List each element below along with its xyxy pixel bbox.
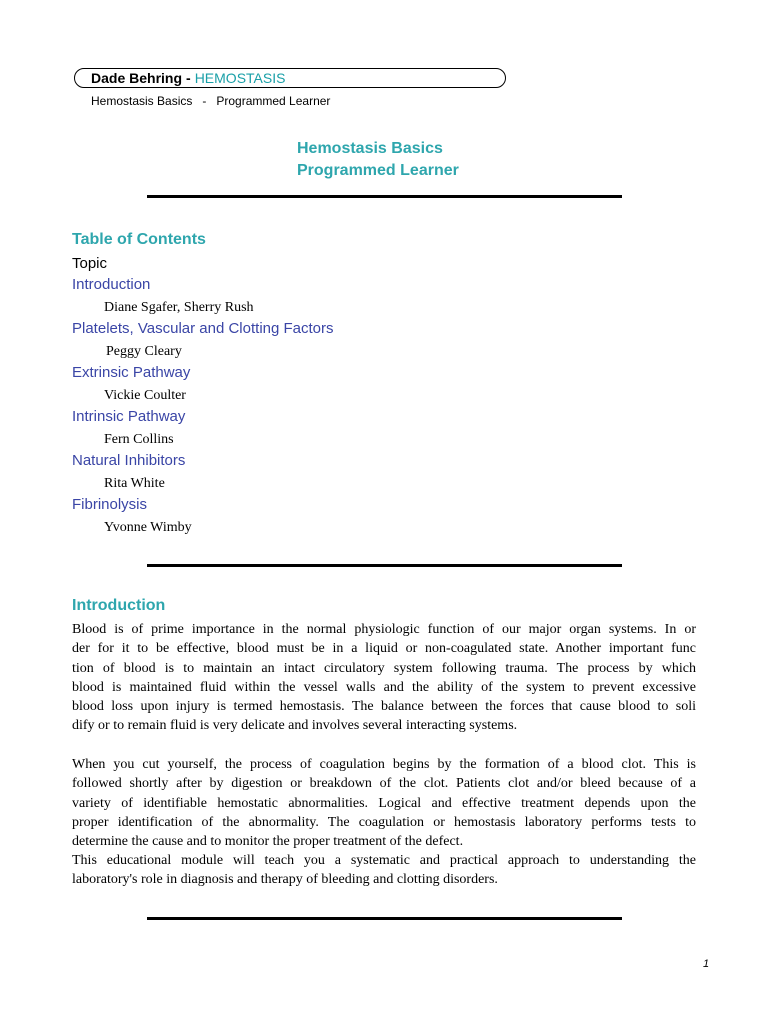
brand-name: Dade Behring	[91, 70, 183, 86]
toc-list	[72, 276, 672, 540]
header-separator: -	[186, 70, 191, 86]
divider-rule	[147, 564, 622, 567]
text-line: variety of identifiable hemostatic abnormalities. Logical and effective treatment depends upon the	[72, 795, 696, 811]
toc-topic-link[interactable]: Platelets, Vascular and Clotting Factors	[72, 320, 334, 337]
toc-topic-link[interactable]: Natural Inhibitors	[72, 452, 186, 469]
title-line-2: Programmed Learner	[297, 162, 459, 179]
toc-column-label: Topic	[72, 255, 108, 272]
subheader: Hemostasis Basics - Programmed Learner	[91, 94, 331, 108]
text-line: laboratory's role in diagnosis and therapy of bleeding and clotting disorders.	[72, 872, 498, 888]
text-line: proper identification of the abnormality. The coagulation or hemostasis laboratory performs tests to	[72, 814, 696, 830]
page-number: 1	[703, 958, 710, 970]
toc-topic-link[interactable]: Extrinsic Pathway	[72, 364, 191, 381]
divider-rule	[147, 195, 622, 198]
toc-author: Vickie Coulter	[104, 388, 186, 403]
text-line: der for it to be effective, blood must be in a liquid or non-coagulated state. Another important func	[72, 641, 696, 657]
toc-author: Yvonne Wimby	[104, 520, 192, 535]
toc-item	[72, 496, 672, 540]
toc-topic-link[interactable]: Introduction	[72, 276, 151, 293]
toc-author: Peggy Cleary	[106, 344, 182, 359]
toc-item	[72, 276, 672, 320]
text-line: When you cut yourself, the process of coagulation begins by the formation of a blood clot. This is	[72, 757, 696, 772]
intro-paragraph-3	[72, 851, 696, 890]
toc-heading: Table of Contents	[72, 231, 206, 248]
divider-rule	[147, 917, 622, 920]
toc-item	[72, 408, 672, 452]
toc-item	[72, 364, 672, 408]
title-line-1: Hemostasis Basics	[297, 140, 443, 157]
toc-topic-link[interactable]: Intrinsic Pathway	[72, 408, 186, 425]
toc-topic-link[interactable]: Fibrinolysis	[72, 496, 148, 513]
text-line: blood is maintained fluid within the vessel walls and the ability of the system to prevent excessive	[72, 679, 696, 695]
text-line: determine the cause and to monitor the proper treatment of the defect.	[72, 834, 464, 850]
text-line: followed shortly after by digestion or breakdown of the clot. Patients clot and/or bleed because of a	[72, 776, 696, 792]
toc-author: Fern Collins	[104, 432, 174, 447]
toc-author: Diane Sgafer, Sherry Rush	[104, 300, 254, 315]
page-title	[297, 138, 459, 182]
toc-item	[72, 452, 672, 496]
text-line: tion of blood is to maintain an intact circulatory system following trauma. The process by which	[72, 660, 696, 676]
text-line: dify or to remain fluid is very delicate and involves several interacting systems.	[72, 718, 518, 734]
text-line: blood loss upon injury is termed hemostasis. The balance between the forces that cause blood to soli	[72, 699, 696, 715]
toc-author: Rita White	[104, 476, 165, 491]
text-line: Blood is of prime importance in the normal physiologic function of our major organ systems. In or	[72, 622, 696, 637]
intro-paragraph-1	[72, 620, 696, 736]
header-topic: HEMOSTASIS	[194, 70, 286, 86]
document-header	[74, 68, 506, 88]
introduction-heading: Introduction	[72, 597, 166, 614]
toc-item	[72, 320, 672, 364]
text-line: This educational module will teach you a systematic and practical approach to understanding the	[72, 853, 696, 868]
intro-paragraph-2	[72, 755, 696, 851]
